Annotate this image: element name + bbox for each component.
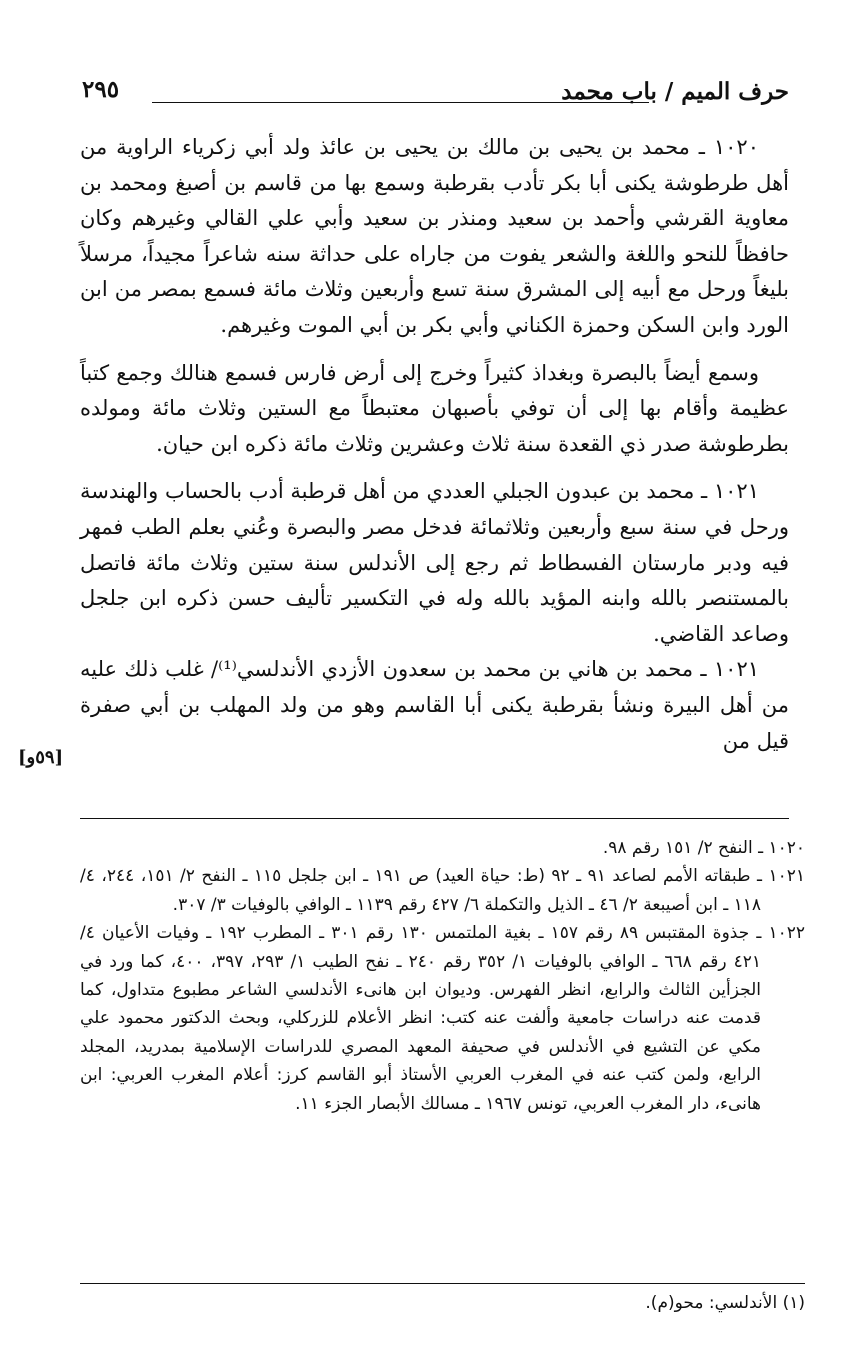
note-1022: ١٠٢٢ ـ جذوة المقتبس ٨٩ رقم ١٥٧ ـ بغية الملتمس ١٣٠ رقم ٣٠١ ـ المطرب ١٩٢ ـ وفيات الأعيان ٤/ ٤٢١ رقم ٦٦٨ ـ الوافي بالوفيات ١/ ٣٥٢ رقم ٢٤٠ ـ نفح الطيب ١/ ٢٩٣، ٣٩٧، ٤٠٠، كما ورد في الجزأين الثالث والرابع، انظر الفهرس. وديوان ابن هانىء الأندلسي الشاعر مطبوع متداول، كما قدمت عنه دراسات جامعية وألفت عنه كتب: انظر الأعلام للزركلي، وبحث الدكتور محمود علي مكي عن التشيع في الأندلس في صحيفة المعهد المصري للدراسات الإسلامية بمدريد، المجلد الرابع، ولمن كتب عنه في المغرب العربي الأستاذ أبو القاسم كرز: أعلام المغرب العربي: ابن هانىء، دار المغرب العربي، تونس ١٩٦٧ ـ مسالك الأبصار الجزء ١١. <box>80 923 805 1114</box>
footnote: (١) الأندلسي: محو(م). <box>645 1293 805 1313</box>
main-text <box>80 130 789 759</box>
paragraph-1: ١٠٢٠ ـ محمد بن يحيى بن مالك بن يحيى بن عائذ ولد أبي زكرياء الراوية من أهل طرطوشة يكنى أبا بكر تأدب بقرطبة وسمع بها من قاسم بن أصبغ ومحمد بن معاوية القرشي وأحمد بن سعيد ومنذر بن سعيد وأبي علي القالي وغيرهم وكان حافظاً للنحو واللغة والشعر يفوت من جاراه على حداثة سنه شاعراً مجيداً، مرسلاً بليغاً ورحل مع أبيه إلى المشرق سنة تسع وأربعين وثلاث مائة فسمع بمصر من ابن الورد وابن السكن وحمزة الكناني وأبي بكر بن أبي الموت وغيرهم. <box>80 135 789 337</box>
footnote-separator <box>80 1283 805 1284</box>
notes-section <box>80 834 805 1118</box>
note-1021: ١٠٢١ ـ طبقاته الأمم لصاعد ٩١ ـ ٩٢ (ط: حياة العيد) ص ١٩١ ـ ابن جلجل ١١٥ ـ النفح ٢/ ١٥١، ٢٤٤، ٤/ ١١٨ ـ ابن أصيبعة ٢/ ٤٦ ـ الذيل والتكملة ٦/ ٤٢٧ رقم ١١٣٩ ـ الوافي بالوفيات ٣/ ٣٠٧. <box>80 866 805 915</box>
paragraph-4: ١٠٢١ ـ محمد بن هاني بن محمد بن سعدون الأزدي الأندلسي⁽¹⁾/ غلب ذلك عليه من أهل البيرة ونشأ بقرطبة يكنى أبا القاسم وهو من ولد المهلب بن أبي صفرة قيل من <box>80 657 789 753</box>
header-rule <box>152 102 649 103</box>
margin-folio-note: [٥٩و] <box>18 747 64 768</box>
page-number: ٢٩٥ <box>82 76 120 103</box>
note-1020: ١٠٢٠ ـ النفح ٢/ ١٥١ رقم ٩٨. <box>602 838 805 858</box>
paragraph-2: وسمع أيضاً بالبصرة وبغداذ كثيراً وخرج إلى أرض فارس فسمع هنالك وجمع كتباً عظيمة وأقام بها إلى أن توفي بأصبهان معتبطاً مع الستين وثلاث مائة ومولده بطرطوشة صدر ذي القعدة سنة ثلاث وعشرين وثلاث مائة ذكره ابن حيان. <box>80 360 789 456</box>
running-title: حرف الميم / باب محمد <box>561 78 789 105</box>
paragraph-3: ١٠٢١ ـ محمد بن عبدون الجبلي العددي من أهل قرطبة أدب بالحساب والهندسة ورحل في سنة سبع وأربعين وثلاثمائة فدخل مصر والبصرة وعُني بعلم الطب فمهر فيه ودبر مارستان الفسطاط ثم رجع إلى الأندلس سنة ستين وثلاث مائة فاتصل بالمستنصر بالله وابنه المؤيد بالله وله في التكسير تأليف حسن ذكره ابن جلجل وصاعد القاضي. <box>80 479 789 646</box>
page-header <box>82 78 789 118</box>
text-notes-separator <box>80 818 789 819</box>
